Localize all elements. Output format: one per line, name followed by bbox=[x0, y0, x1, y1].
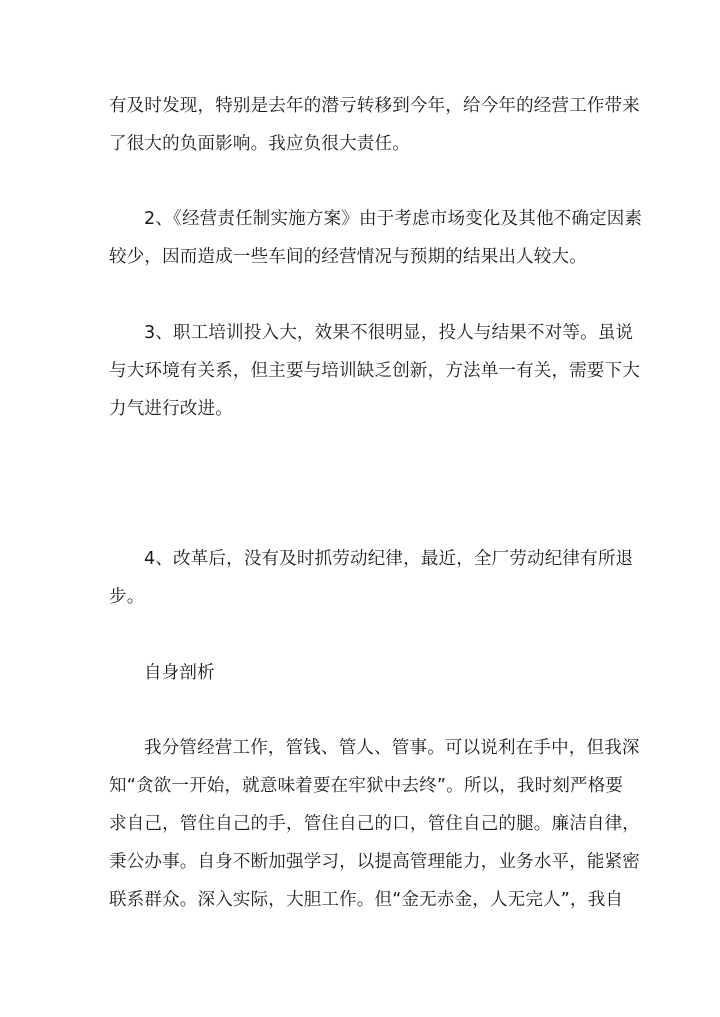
paragraph-item-2 bbox=[109, 200, 643, 276]
heading-text: 自身剖析 bbox=[144, 663, 215, 683]
text-line: 4、改革后，没有及时抓劳动纪律，最近，全厂劳动纪律有所退 bbox=[144, 549, 634, 569]
text-line: 知“贪欲一开始，就意味着要在牢狱中去终”。所以，我时刻严格要 bbox=[109, 776, 624, 796]
text-line: 3、职工培训投入大，效果不很明显，投人与结果不对等。虽说 bbox=[144, 323, 634, 343]
paragraph-self-analysis bbox=[109, 729, 640, 919]
text-line: 与大环境有关系，但主要与培训缺乏创新，方法单一有关，需要下大 bbox=[109, 361, 640, 381]
text-line: 有及时发现，特别是去年的潜亏转移到今年，给今年的经营工作带来 bbox=[109, 96, 640, 116]
paragraph-continuation bbox=[109, 87, 640, 163]
text-line: 较少，因而造成一些车间的经营情况与预期的结果出人较大。 bbox=[109, 247, 587, 267]
text-line: 秉公办事。自身不断加强学习，以提高管理能力，业务水平，能紧密 bbox=[109, 852, 640, 872]
text-line: 联系群众。深入实际，大胆工作。但“金无赤金，人无完人”，我自 bbox=[109, 890, 624, 910]
text-line: 力气进行改进。 bbox=[109, 399, 233, 419]
text-line: 我分管经营工作，管钱、管人、管事。可以说利在手中，但我深 bbox=[144, 738, 640, 758]
text-line: 2、《经营责任制实施方案》由于考虑市场变化及其他不确定因素 bbox=[144, 209, 643, 229]
paragraph-item-4 bbox=[109, 540, 634, 616]
section-heading bbox=[109, 654, 613, 692]
text-line: 了很大的负面影响。我应负很大责任。 bbox=[109, 134, 410, 154]
paragraph-item-3 bbox=[109, 314, 640, 428]
text-line: 步。 bbox=[109, 587, 145, 607]
text-line: 求自己，管住自己的手，管住自己的口，管住自己的腿。廉洁自律， bbox=[109, 814, 640, 834]
